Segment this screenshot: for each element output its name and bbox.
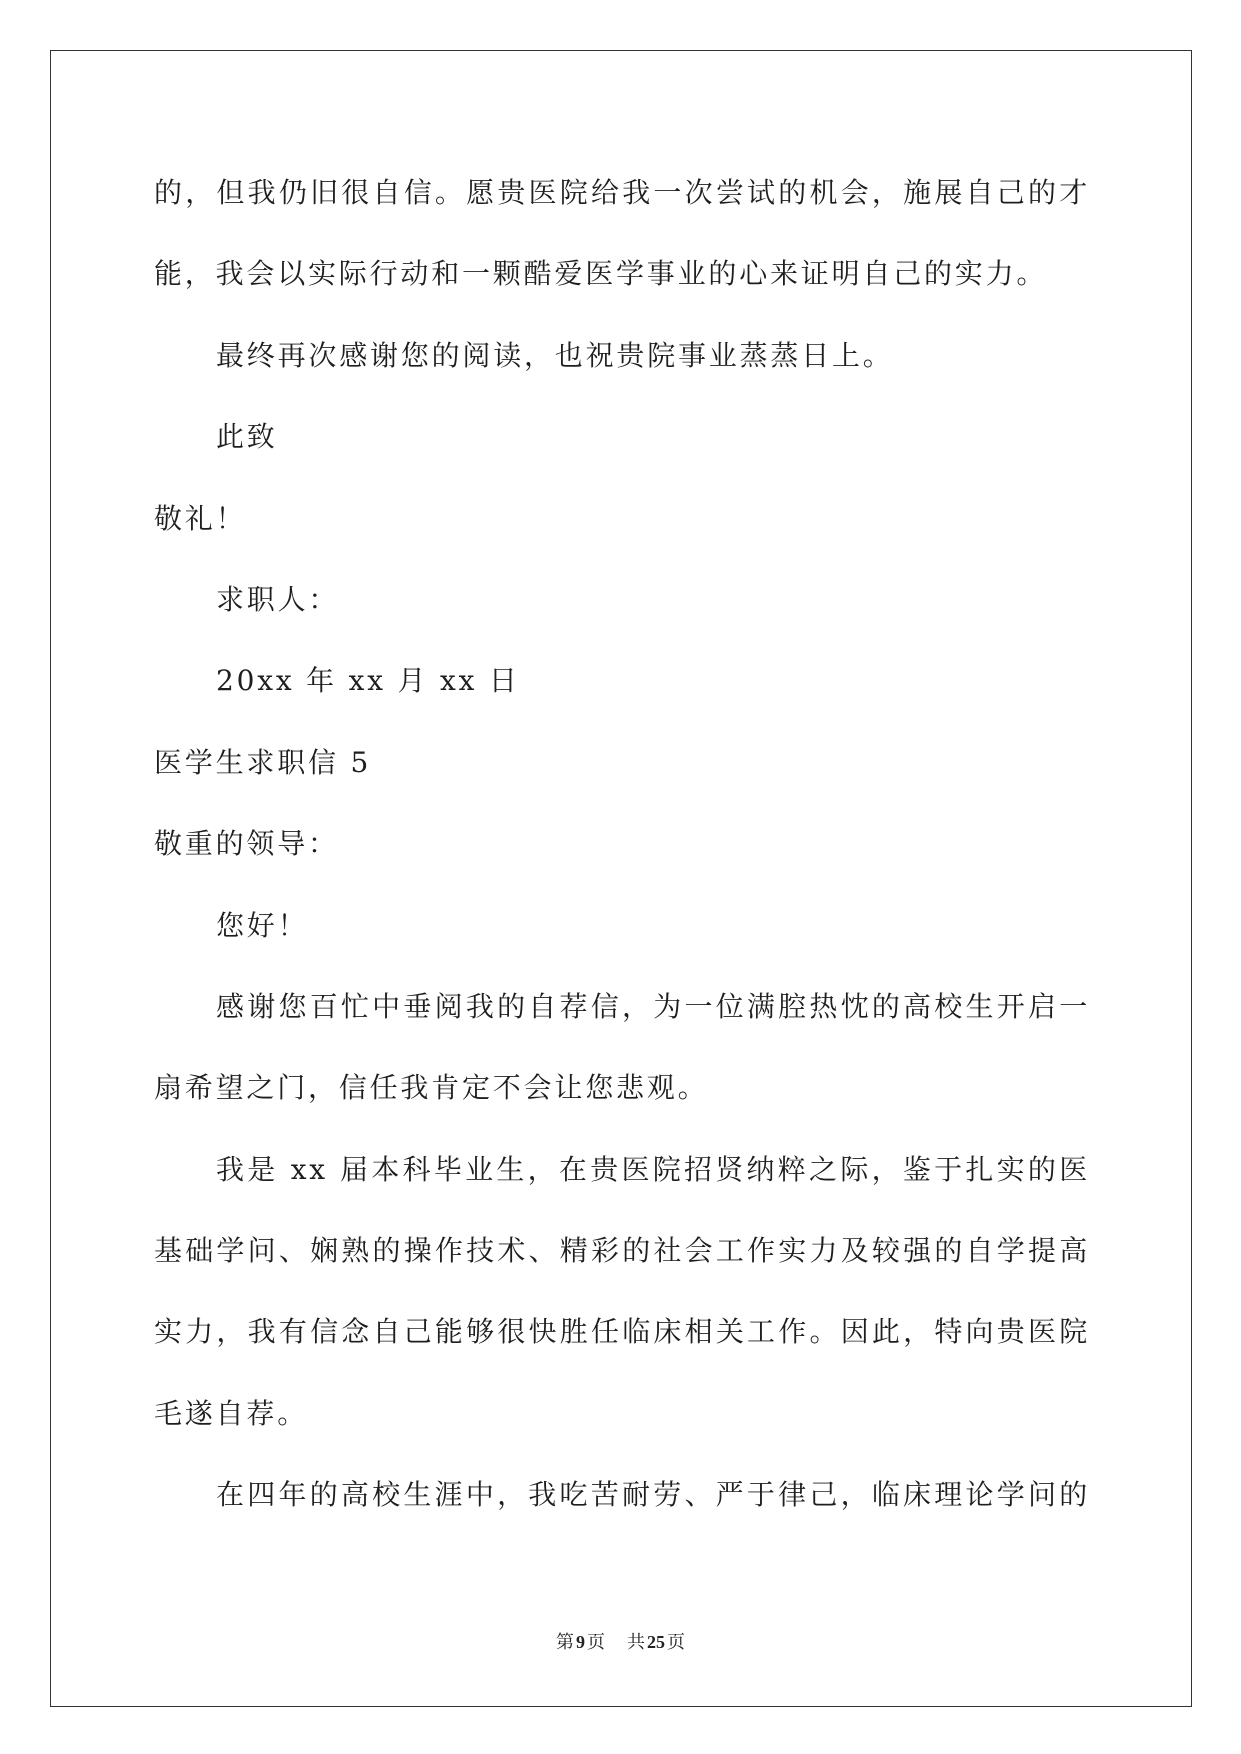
body-line: 最终再次感谢您的阅读，也祝贵院事业蒸蒸日上。: [216, 338, 894, 372]
body-line: 在四年的高校生涯中，我吃苦耐劳、严于律己，临床理论学问的: [216, 1478, 1090, 1512]
page-suffix: 页: [587, 1632, 605, 1653]
body-line: 扇希望之门，信任我肯定不会让您悲观。: [154, 1071, 709, 1105]
total-suffix: 页: [667, 1632, 685, 1653]
section-title: 医学生求职信 5: [154, 745, 372, 779]
total-prefix: 共: [627, 1632, 645, 1653]
closing-respect: 敬礼！: [154, 501, 247, 535]
page-number: 9: [576, 1632, 585, 1652]
body-line: 基础学问、娴熟的操作技术、精彩的社会工作实力及较强的自学提高: [154, 1234, 1090, 1268]
body-line: 感谢您百忙中垂阅我的自荐信，为一位满腔热忱的高校生开启一: [216, 989, 1090, 1023]
page-prefix: 第: [556, 1632, 574, 1653]
body-line: 的，但我仍旧很自信。愿贵医院给我一次尝试的机会，施展自己的才: [154, 176, 1090, 209]
page-footer: [0, 1628, 1241, 1657]
body-line: 毛遂自荐。: [154, 1396, 309, 1430]
applicant-signature: 求职人：: [216, 582, 340, 616]
body-line: 能，我会以实际行动和一颗酷爱医学事业的心来证明自己的实力。: [154, 257, 1048, 291]
letter-body: [154, 152, 1090, 1536]
total-pages: 25: [647, 1632, 665, 1652]
greeting: 您好！: [216, 908, 309, 942]
body-line: 实力，我有信念自己能够很快胜任临床相关工作。因此，特向贵医院: [154, 1315, 1090, 1349]
body-line: 我是 xx 届本科毕业生，在贵医院招贤纳粹之际，鉴于扎实的医: [216, 1152, 1090, 1186]
letter-date: 20xx 年 xx 月 xx 日: [216, 664, 520, 698]
closing-salutation: 此致: [216, 420, 278, 454]
greeting-recipient: 敬重的领导：: [154, 827, 339, 861]
